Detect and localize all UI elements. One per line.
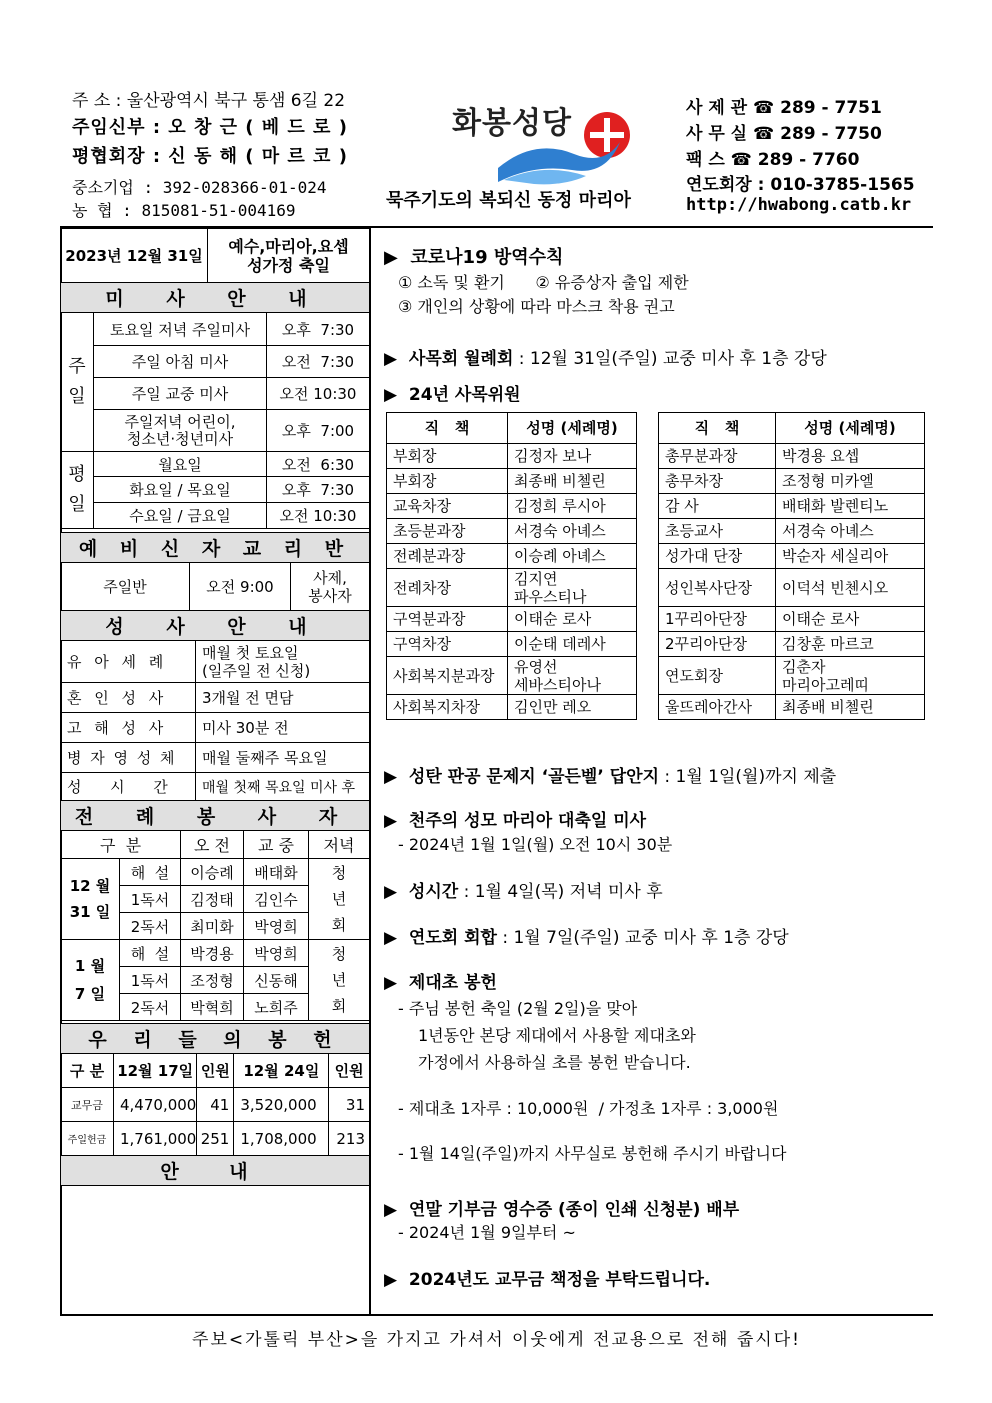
committee-role: 성인복사단장 bbox=[659, 569, 776, 607]
bank-account-2: 농 협 : 815081-51-004169 bbox=[72, 201, 296, 220]
committee-person: 조정형 미카엘 bbox=[776, 469, 925, 494]
servers-head: 저녁 bbox=[309, 831, 370, 859]
mass-name: 월요일 bbox=[94, 452, 267, 477]
offering-amount: 4,470,000 bbox=[114, 1088, 197, 1122]
committee-role: 사회복지분과장 bbox=[387, 657, 508, 695]
bank-account-1: 중소기업 : 392-028366-01-024 bbox=[72, 178, 327, 197]
mary-mass-detail: - 2024년 1월 1일(월) 오전 10시 30분 bbox=[398, 835, 673, 854]
offering-head: 인원 bbox=[197, 1054, 234, 1088]
server-date: 1 월 7 일 bbox=[61, 940, 120, 1021]
footer-message: 주보<가톨릭 부산>을 가지고 가셔서 이웃에게 전교용으로 전해 줍시다! bbox=[192, 1330, 801, 1350]
receipt-title: ▶ 연말 기부금 영수증 (종이 인쇄 신청분) 배부 bbox=[384, 1200, 740, 1220]
sunday-label: 주 일 bbox=[61, 313, 94, 452]
server-role: 1독서 bbox=[120, 967, 181, 994]
offering-type: 교무금 bbox=[61, 1088, 114, 1122]
mass-time: 오후 7:00 bbox=[267, 410, 370, 452]
rectory-phone: 사 제 관 ☎ 289 - 7751 bbox=[686, 98, 882, 118]
committee-role: 총무차장 bbox=[659, 469, 776, 494]
server-role: 해 설 bbox=[120, 940, 181, 967]
committee-role: 구역분과장 bbox=[387, 607, 508, 632]
council-meeting bbox=[384, 344, 827, 369]
committee-person: 김지연 파우스티나 bbox=[508, 569, 637, 607]
mary-mass-title: ▶ 천주의 성모 마리아 대축일 미사 bbox=[384, 811, 647, 831]
offering-count: 251 bbox=[197, 1122, 234, 1156]
elder-meeting-title: ▶ 연도회 회합 bbox=[384, 928, 497, 948]
mass-time: 오전 10:30 bbox=[267, 503, 370, 529]
sacrament-info: 매월 첫째 목요일 미사 후 bbox=[196, 773, 370, 801]
wave-icon bbox=[494, 128, 624, 186]
committee-head: 직 책 bbox=[387, 413, 508, 444]
committee-person: 김창훈 마르코 bbox=[776, 632, 925, 657]
offering-head: 인원 bbox=[329, 1054, 370, 1088]
council-president: 평협회장 : 신 동 해 ( 마 르 코 ) bbox=[72, 146, 348, 167]
catechumen-section-title: 예 비 신 자 교 리 반 bbox=[61, 533, 370, 563]
catechumen-teacher: 사제, 봉사자 bbox=[291, 563, 370, 611]
server-evening: 청 년 회 bbox=[309, 940, 370, 1021]
bulletin-date: 2023년 12월 31일 bbox=[61, 229, 208, 283]
server-morning: 이승례 bbox=[181, 859, 244, 886]
committee-role: 감 사 bbox=[659, 494, 776, 519]
elder-chair-phone: 연도회장 : 010-3785-1565 bbox=[686, 175, 915, 195]
sacrament-info: 3개월 전 면담 bbox=[196, 683, 370, 713]
offering-count: 213 bbox=[329, 1122, 370, 1156]
pastor: 주임신부 : 오 창 근 ( 베 드 로 ) bbox=[72, 117, 348, 138]
offering-type: 주일헌금 bbox=[61, 1122, 114, 1156]
offering-table bbox=[60, 1023, 370, 1186]
committee-title: ▶ 24년 사목위원 bbox=[384, 385, 521, 405]
server-main: 신동해 bbox=[244, 967, 309, 994]
notice-section-title: 안 내 bbox=[61, 1156, 370, 1186]
covid-rule-2: ③ 개인의 상황에 따라 마스크 착용 권고 bbox=[398, 297, 675, 316]
server-morning: 박경용 bbox=[181, 940, 244, 967]
mass-schedule-table bbox=[60, 282, 370, 529]
committee-role: 1꾸리아단장 bbox=[659, 607, 776, 632]
server-morning: 박혁희 bbox=[181, 994, 244, 1021]
servers-head: 교 중 bbox=[244, 831, 309, 859]
servers-section-title: 전 례 봉 사 자 bbox=[61, 801, 370, 831]
weekday-label: 평 일 bbox=[61, 452, 94, 529]
server-evening: 청 년 회 bbox=[309, 859, 370, 940]
mass-name: 토요일 저녁 주일미사 bbox=[94, 313, 267, 346]
committee-role: 교육차장 bbox=[387, 494, 508, 519]
committee-role: 부회장 bbox=[387, 469, 508, 494]
website[interactable]: http://hwabong.catb.kr bbox=[686, 195, 912, 215]
committee-role: 부회장 bbox=[387, 444, 508, 469]
committee-role: 연도회장 bbox=[659, 657, 776, 695]
covid-title: ▶ 코로나19 방역수칙 bbox=[384, 247, 564, 268]
sacrament-table bbox=[60, 610, 370, 801]
logo: 화봉성당 bbox=[452, 106, 572, 141]
date-box bbox=[60, 228, 370, 283]
sacrament-info: 매월 첫 토요일 (일주일 전 신청) bbox=[196, 641, 370, 683]
server-morning: 최미화 bbox=[181, 913, 244, 940]
server-main: 박영희 bbox=[244, 913, 309, 940]
committee-role: 초등교사 bbox=[659, 519, 776, 544]
offering-head: 12월 17일 bbox=[114, 1054, 197, 1088]
mass-name: 수요일 / 금요일 bbox=[94, 503, 267, 529]
address: 주 소 : 울산광역시 북구 통샘 6길 22 bbox=[72, 91, 346, 111]
mass-section-title: 미 사 안 내 bbox=[61, 283, 370, 313]
server-main: 김인수 bbox=[244, 886, 309, 913]
committee-person: 유영선 세바스티아나 bbox=[508, 657, 637, 695]
goldenbell-notice bbox=[384, 762, 836, 787]
sacrament-name: 혼 인 성 사 bbox=[61, 683, 196, 713]
sacrament-name: 병 자 영 성 체 bbox=[61, 743, 196, 773]
sacrament-name: 성 시 간 bbox=[61, 773, 196, 801]
frame-bottom-line bbox=[60, 1314, 933, 1316]
offering-count: 31 bbox=[329, 1088, 370, 1122]
goldenbell-detail: : 1월 1일(월)까지 제출 bbox=[659, 767, 837, 787]
candle-line-1: - 주님 봉헌 축일 (2월 2일)을 맞아 bbox=[398, 999, 638, 1018]
committee-table-right bbox=[658, 412, 925, 720]
holy-hour-detail: : 1월 4일(목) 저녁 미사 후 bbox=[458, 882, 663, 902]
offering-count: 41 bbox=[197, 1088, 234, 1122]
feast-name: 예수,마리아,요셉 성가정 축일 bbox=[208, 229, 370, 283]
mass-name: 주일 교중 미사 bbox=[94, 378, 267, 410]
holy-hour-notice bbox=[384, 877, 663, 902]
server-role: 2독서 bbox=[120, 994, 181, 1021]
committee-role: 총무분과장 bbox=[659, 444, 776, 469]
mass-time: 오전 6:30 bbox=[267, 452, 370, 477]
servers-head: 오 전 bbox=[181, 831, 244, 859]
server-role: 2독서 bbox=[120, 913, 181, 940]
catechumen-class: 주일반 bbox=[61, 563, 190, 611]
committee-role: 2꾸리아단장 bbox=[659, 632, 776, 657]
server-role: 1독서 bbox=[120, 886, 181, 913]
mass-time: 오후 7:30 bbox=[267, 477, 370, 503]
mass-time: 오후 7:30 bbox=[267, 313, 370, 346]
servers-table bbox=[60, 800, 370, 1021]
committee-person: 김인만 레오 bbox=[508, 695, 637, 720]
servers-head: 구 분 bbox=[61, 831, 181, 859]
elder-meeting-detail: : 1월 7일(주일) 교중 미사 후 1층 강당 bbox=[496, 928, 789, 948]
committee-person: 김춘자 마리아고레띠 bbox=[776, 657, 925, 695]
server-main: 배태화 bbox=[244, 859, 309, 886]
committee-person: 최종배 비첼린 bbox=[508, 469, 637, 494]
committee-person: 최종배 비첼린 bbox=[776, 695, 925, 720]
server-main: 노희주 bbox=[244, 994, 309, 1021]
server-main: 박영희 bbox=[244, 940, 309, 967]
motto: 묵주기도의 복되신 동정 마리아 bbox=[386, 190, 631, 211]
mass-name: 화요일 / 목요일 bbox=[94, 477, 267, 503]
offering-amount: 3,520,000 bbox=[234, 1088, 329, 1122]
offering-head: 구 분 bbox=[61, 1054, 114, 1088]
sacrament-info: 매월 둘째주 목요일 bbox=[196, 743, 370, 773]
mass-time: 오전 10:30 bbox=[267, 378, 370, 410]
holy-hour-title: ▶ 성시간 bbox=[384, 882, 459, 902]
server-date: 12 월 31 일 bbox=[61, 859, 120, 940]
elder-meeting-notice bbox=[384, 923, 789, 948]
mass-name: 주일저녁 어린이, 청소년·청년미사 bbox=[94, 410, 267, 452]
committee-role: 사회복지차장 bbox=[387, 695, 508, 720]
committee-head: 성명 (세례명) bbox=[776, 413, 925, 444]
committee-table-left bbox=[386, 412, 637, 720]
candle-line-2: 1년동안 본당 제대에서 사용할 제대초와 bbox=[418, 1026, 696, 1045]
server-morning: 조정형 bbox=[181, 967, 244, 994]
committee-person: 김정자 보나 bbox=[508, 444, 637, 469]
committee-role: 구역차장 bbox=[387, 632, 508, 657]
catechumen-table bbox=[60, 532, 370, 611]
dues-notice: ▶ 2024년도 교무금 책정을 부탁드립니다. bbox=[384, 1270, 711, 1290]
committee-head: 직 책 bbox=[659, 413, 776, 444]
committee-role: 전례차장 bbox=[387, 569, 508, 607]
council-meeting-detail: : 12월 31일(주일) 교중 미사 후 1층 강당 bbox=[513, 349, 827, 369]
office-phone: 사 무 실 ☎ 289 - 7750 bbox=[686, 124, 882, 144]
mass-name: 주일 아침 미사 bbox=[94, 346, 267, 378]
server-role: 해 설 bbox=[120, 859, 181, 886]
candle-price: - 제대초 1자루 : 10,000원 / 가정초 1자루 : 3,000원 bbox=[398, 1099, 779, 1118]
catechumen-time: 오전 9:00 bbox=[190, 563, 291, 611]
sacrament-section-title: 성 사 안 내 bbox=[61, 611, 370, 641]
committee-person: 이승례 아녜스 bbox=[508, 544, 637, 569]
committee-head: 성명 (세례명) bbox=[508, 413, 637, 444]
sacrament-info: 미사 30분 전 bbox=[196, 713, 370, 743]
committee-person: 이순태 데레사 bbox=[508, 632, 637, 657]
candle-deadline: - 1월 14일(주일)까지 사무실로 봉헌해 주시기 바랍니다 bbox=[398, 1144, 787, 1163]
goldenbell-title: ▶ 성탄 판공 문제지 ‘골든벨’ 답안지 bbox=[384, 767, 659, 787]
committee-person: 이덕석 빈첸시오 bbox=[776, 569, 925, 607]
offering-amount: 1,761,000 bbox=[114, 1122, 197, 1156]
committee-person: 이태순 로사 bbox=[508, 607, 637, 632]
candle-line-3: 가정에서 사용하실 초를 봉헌 받습니다. bbox=[418, 1053, 691, 1072]
committee-role: 울뜨레아간사 bbox=[659, 695, 776, 720]
council-meeting-title: ▶ 사목회 월례회 bbox=[384, 349, 514, 369]
committee-person: 서경숙 아녜스 bbox=[776, 519, 925, 544]
server-morning: 김정태 bbox=[181, 886, 244, 913]
offering-head: 12월 24일 bbox=[234, 1054, 329, 1088]
sacrament-name: 유 아 세 례 bbox=[61, 641, 196, 683]
committee-person: 김정희 루시아 bbox=[508, 494, 637, 519]
committee-person: 박경용 요셉 bbox=[776, 444, 925, 469]
receipt-detail: - 2024년 1월 9일부터 ~ bbox=[398, 1223, 576, 1242]
committee-person: 배태화 발렌티노 bbox=[776, 494, 925, 519]
offering-amount: 1,708,000 bbox=[234, 1122, 329, 1156]
committee-role: 전례분과장 bbox=[387, 544, 508, 569]
committee-person: 서경숙 아녜스 bbox=[508, 519, 637, 544]
mass-time: 오전 7:30 bbox=[267, 346, 370, 378]
sacrament-name: 고 해 성 사 bbox=[61, 713, 196, 743]
committee-role: 초등분과장 bbox=[387, 519, 508, 544]
committee-person: 이태순 로사 bbox=[776, 607, 925, 632]
offering-section-title: 우 리 들 의 봉 헌 bbox=[61, 1024, 370, 1054]
fax-number: 팩 스 ☎ 289 - 7760 bbox=[686, 150, 860, 170]
committee-person: 박순자 세실리아 bbox=[776, 544, 925, 569]
candle-title: ▶ 제대초 봉헌 bbox=[384, 973, 497, 993]
committee-role: 성가대 단장 bbox=[659, 544, 776, 569]
covid-rule-1: ① 소독 및 환기 ② 유증상자 출입 제한 bbox=[398, 273, 689, 292]
